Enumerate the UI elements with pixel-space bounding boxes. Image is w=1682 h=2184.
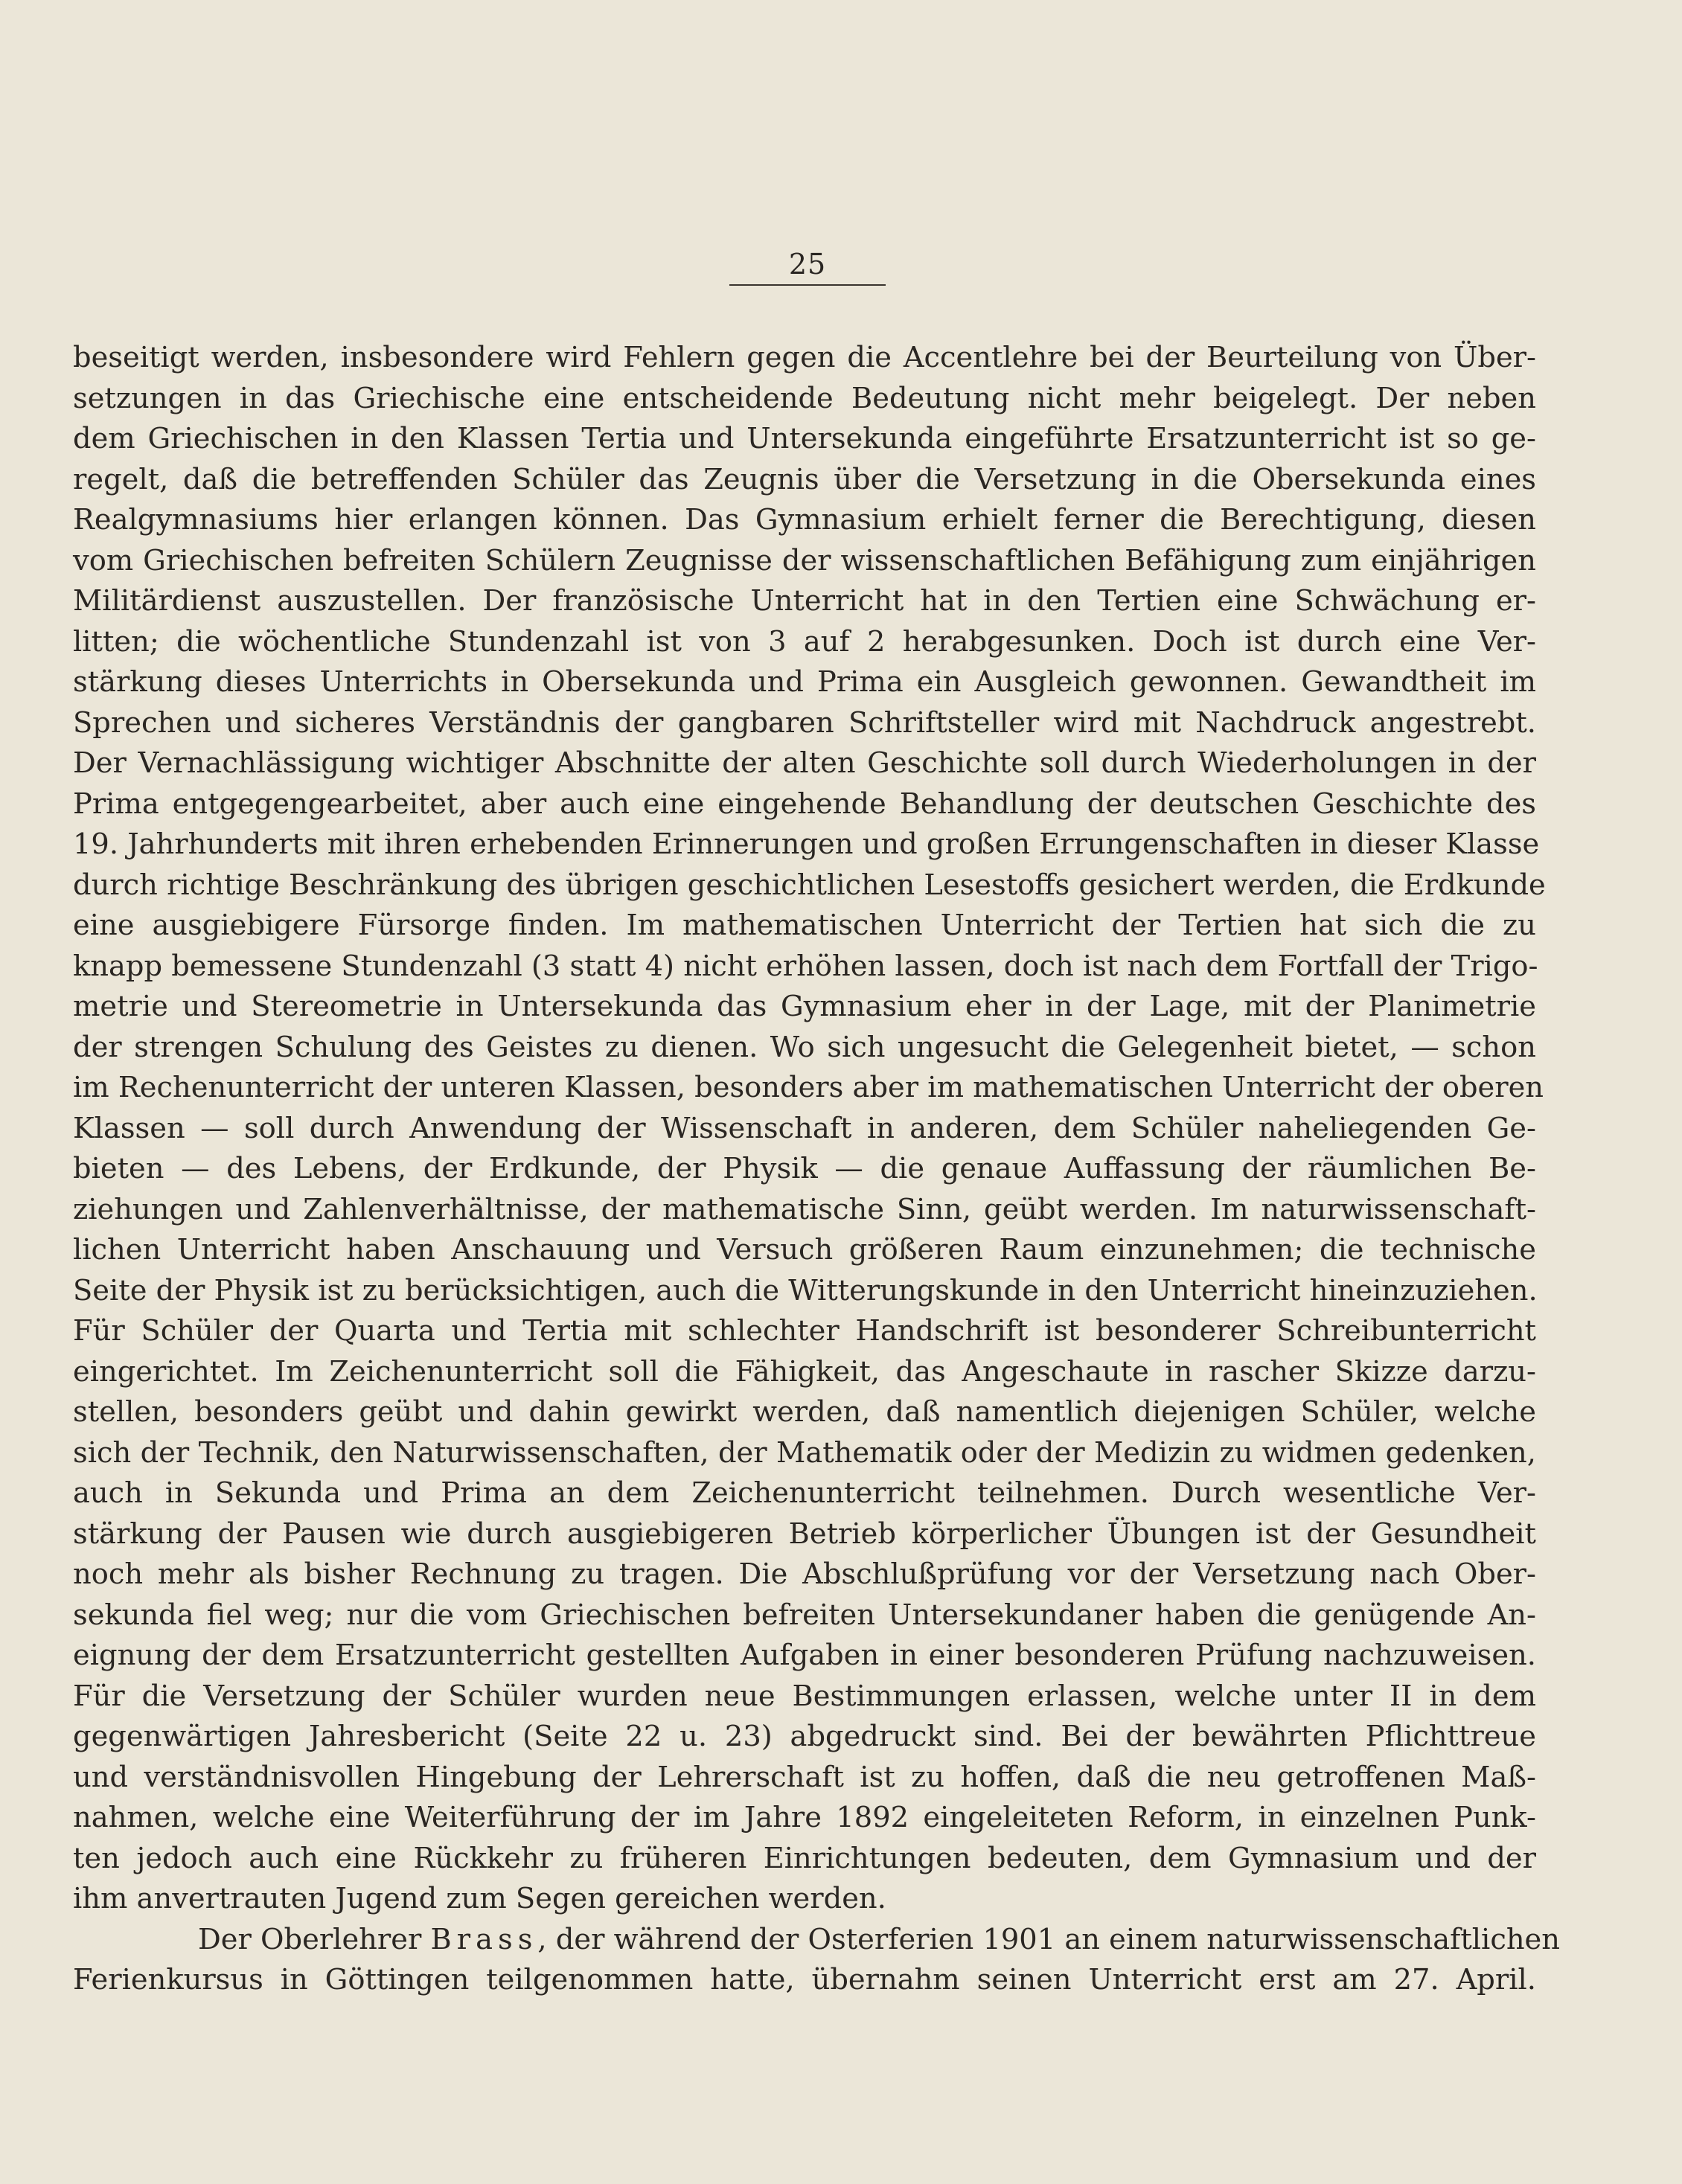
text-line: noch mehr als bisher Rechnung zu tragen. Die Abschlußprüfung vor der Versetzung nach Ober-: [73, 1557, 1536, 1591]
text-line: Für die Versetzung der Schüler wurden neue Bestimmungen erlassen, welche unter II in dem: [73, 1679, 1536, 1713]
text-line: Sprechen und sicheres Verständnis der gangbaren Schriftsteller wird mit Nachdruck angestrebt.: [73, 705, 1536, 740]
text-line: Klassen — soll durch Anwendung der Wissenschaft in anderen, dem Schüler naheliegenden Ge-: [73, 1111, 1536, 1145]
text-line: sekunda fiel weg; nur die vom Griechischen befreiten Untersekundaner haben die genügende An-: [73, 1598, 1536, 1632]
text-line: [73, 1920, 1560, 1961]
text-line: Militärdienst auszustellen. Der französische Unterricht hat in den Tertien eine Schwächung er-: [73, 584, 1536, 618]
text-line: stärkung dieses Unterrichts in Obersekunda und Prima ein Ausgleich gewonnen. Gewandtheit im: [73, 665, 1536, 699]
text-line: und verständnisvollen Hingebung der Lehrerschaft ist zu hoffen, daß die neu getroffenen Maß-: [73, 1760, 1536, 1794]
text-line: ziehungen und Zahlenverhältnisse, der mathematische Sinn, geübt werden. Im naturwissenschaft-: [73, 1192, 1536, 1226]
text-line: gegenwärtigen Jahresbericht (Seite 22 u. 23) abgedruckt sind. Bei der bewährten Pflichttreue: [73, 1720, 1536, 1753]
text-line: Der Vernachlässigung wichtiger Abschnitte der alten Geschichte soll durch Wiederholungen in der: [73, 746, 1536, 780]
text-line: beseitigt werden, insbesondere wird Fehlern gegen die Accentlehre bei der Beurteilung von Über-: [73, 341, 1536, 374]
text-line: vom Griechischen befreiten Schülern Zeugnisse der wissenschaftlichen Befähigung zum einjährigen: [73, 543, 1536, 577]
person-name: Brass: [430, 1922, 538, 1956]
text-line: bieten — des Lebens, der Erdkunde, der Physik — die genaue Auffassung der räumlichen Be-: [73, 1152, 1536, 1185]
text-line: Ferienkursus in Göttingen teilgenommen hatte, übernahm seinen Unterricht erst am 27. April.: [73, 1963, 1536, 1996]
body-text: [73, 338, 1560, 2001]
text-line: ten jedoch auch eine Rückkehr zu früheren Einrichtungen bedeuten, dem Gymnasium und der: [73, 1841, 1536, 1875]
text-line: eingerichtet. Im Zeichenunterricht soll die Fähigkeit, das Angeschaute in rascher Skizze darzu-: [73, 1354, 1536, 1389]
text-line: litten; die wöchentliche Stundenzahl ist von 3 auf 2 herabgesunken. Doch ist durch eine Ver-: [73, 624, 1536, 659]
text-fragment: , der während der Osterferien 1901 an einem naturwissenschaftlichen: [537, 1922, 1560, 1956]
text-line: der strengen Schulung des Geistes zu dienen. Wo sich ungesucht die Gelegenheit bietet, — schon: [73, 1030, 1536, 1064]
text-line: 19. Jahrhunderts mit ihren erhebenden Erinnerungen und großen Errungenschaften in dieser Klasse: [73, 827, 1540, 861]
text-line: stärkung der Pausen wie durch ausgiebigeren Betrieb körperlicher Übungen ist der Gesundheit: [73, 1517, 1536, 1551]
text-line: metrie und Stereometrie in Untersekunda das Gymnasium eher in der Lage, mit der Planimetrie: [73, 990, 1536, 1023]
page-number: 25: [788, 248, 827, 281]
text-line: lichen Unterricht haben Anschauung und Versuch größeren Raum einzunehmen; die technische: [73, 1233, 1536, 1266]
text-line: im Rechenunterricht der unteren Klassen, besonders aber im mathematischen Unterricht der oberen: [73, 1071, 1544, 1104]
page-header: [729, 247, 886, 286]
text-line: eine ausgiebigere Fürsorge finden. Im mathematischen Unterricht der Tertien hat sich die zu: [73, 909, 1536, 942]
text-line: auch in Sekunda und Prima an dem Zeichenunterricht teilnehmen. Durch wesentliche Ver-: [73, 1476, 1536, 1510]
text-line: stellen, besonders geübt und dahin gewirkt werden, daß namentlich diejenigen Schüler, welche: [73, 1395, 1536, 1429]
text-line: ihm anvertrauten Jugend zum Segen gereichen werden.: [73, 1882, 886, 1915]
text-line: eignung der dem Ersatzunterricht gestellten Aufgaben in einer besonderen Prüfung nachzuweisen.: [73, 1639, 1536, 1672]
text-line: durch richtige Beschränkung des übrigen geschichtlichen Lesestoffs gesichert werden, die Erdkunde: [73, 868, 1546, 902]
text-line: dem Griechischen in den Klassen Tertia und Untersekunda eingeführte Ersatzunterricht ist so ge-: [73, 422, 1536, 455]
text-line: nahmen, welche eine Weiterführung der im Jahre 1892 eingeleiteten Reform, in einzelnen Punk-: [73, 1801, 1536, 1834]
text-line: Für Schüler der Quarta und Tertia mit schlechter Handschrift ist besonderer Schreibunterricht: [73, 1314, 1536, 1348]
text-line: sich der Technik, den Naturwissenschaften, der Mathematik oder der Medizin zu widmen gedenken,: [73, 1435, 1536, 1470]
text-line: Realgymnasiums hier erlangen können. Das Gymnasium erhielt ferner die Berechtigung, diesen: [73, 503, 1536, 537]
text-line: regelt, daß die betreffenden Schüler das Zeugnis über die Versetzung in die Obersekunda eines: [73, 462, 1536, 496]
text-line: Prima entgegengearbeitet, aber auch eine eingehende Behandlung der deutschen Geschichte des: [73, 787, 1536, 821]
text-line: knapp bemessene Stundenzahl (3 statt 4) nicht erhöhen lassen, doch ist nach dem Fortfall der Trigo-: [73, 949, 1538, 983]
header-rule: [729, 284, 886, 286]
text-fragment: Der Oberlehrer: [198, 1922, 422, 1956]
text-line: Seite der Physik ist zu berücksichtigen, auch die Witterungskunde in den Unterricht hineinzuziehen.: [73, 1273, 1538, 1307]
text-line: setzungen in das Griechische eine entscheidende Bedeutung nicht mehr beigelegt. Der neben: [73, 381, 1536, 415]
